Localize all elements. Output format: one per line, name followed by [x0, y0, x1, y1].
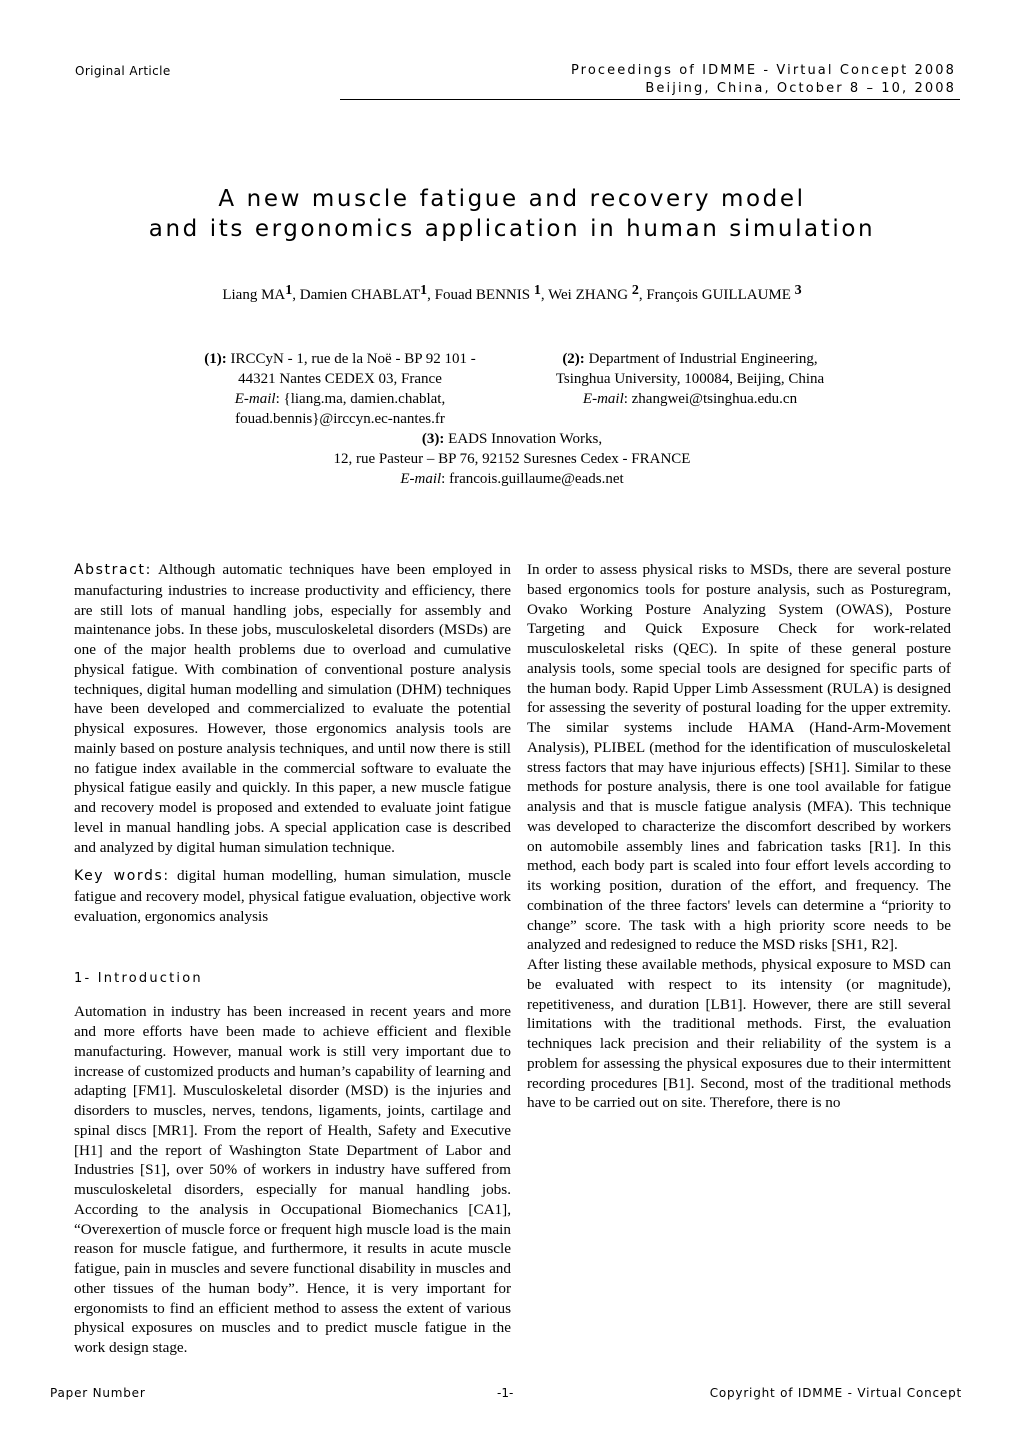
author-list: [0, 283, 1024, 304]
author-affiliation-mark: 1: [420, 283, 428, 298]
author-name: François GUILLAUME: [646, 287, 795, 303]
author-name: Liang MA: [222, 287, 286, 303]
footer-copyright: Copyright of IDMME - Virtual Concept: [709, 1386, 962, 1400]
affiliation-label: (3):: [421, 431, 445, 447]
header-location-date: Beijing, China, October 8 – 10, 2008: [645, 81, 956, 96]
affiliation-address: 12, rue Pasteur – BP 76, 92152 Suresnes Cedex - FRANCE: [333, 451, 691, 467]
intro-paragraph-1: Automation in industry has been increased in recent years and more and more efforts have been made to achieve efficient and flexible manufacturing. However, manual work is still very important due to increase of customized products and human’s capability of learning and adapting [FM1]. Musculoskeletal disorder (MSD) is the injuries and disorders to muscles, nerves, tendons, ligaments, joints, cartilage and spinal discs [MR1]. From the report of Health, Safety and Executive [H1] and the report of Washington State Department of Labor and Industries [S1], over 50% of workers in industry have suffered from musculoskeletal disorders, especially for manual handling jobs. According to the analysis in Occupational Biomechanics [CA1], “Overexertion of muscle force or frequent high muscle load is the main reason for muscle fatigue, and furthermore, it results in acute muscle fatigue, pain in muscles and severe functional disability in muscles and other tissues of the human body”. Hence, it is very important for ergonomists to find an efficient method to assess the extent of various physical exposures on muscles and to predict muscle fatigue in the work design stage.: [74, 1003, 511, 1356]
title-line-1: A new muscle fatigue and recovery model: [218, 186, 806, 212]
right-column: [527, 560, 951, 1113]
affiliation-2: [530, 349, 850, 409]
author-affiliation-mark: 1: [533, 283, 541, 298]
email-label: E-mail: [400, 471, 442, 487]
header-proceedings: [571, 62, 956, 98]
intro-paragraph-2: In order to assess physical risks to MSDs, there are several posture based ergonomics tools for posture analysis, such as Posturegram, Ovako Working Posture Analyzing System (OWAS), Posture Targeting and Quick Exposure Check for work-related musculoskeletal risks (QEC). In spite of these general posture analysis tools, some special tools are designed for specific parts of the human body. Rapid Upper Limb Assessment (RULA) is designed for assessing the severity of postural loading for the upper extremity. The similar systems include HAMA (Hand-Arm-Movement Analysis), PLIBEL (method for the identification of musculoskeletal stress factors that may have injurious effects) [SH1]. Similar to these methods for posture analysis, there is one tool available for fatigue analysis and that is muscle fatigue analysis (MFA). This technique was developed to characterize the discomfort described by workers on automobile assembly lines and fabrication tasks [R1]. In this method, each body part is scaled into four effort levels according to its working position, duration of the effort, and frequency. The combination of the three factors' levels can determine a “priority to change” score. The task with a high priority score needs to be analyzed and redesigned to reduce the MSD risks [SH1, R2].: [527, 561, 951, 954]
author-affiliation-mark: 2: [631, 283, 639, 298]
author-name: Fouad BENNIS: [434, 287, 534, 303]
affiliation-1: [180, 349, 500, 429]
abstract: [74, 560, 511, 857]
affiliation-address: Department of Industrial Engineering,: [584, 351, 818, 367]
author-affiliation-mark: 1: [285, 283, 293, 298]
author-name: Wei ZHANG: [548, 287, 632, 303]
author-separator: ,: [427, 287, 435, 303]
affiliation-email: : zhangwei@tsinghua.edu.cn: [623, 391, 798, 407]
author-separator: ,: [638, 287, 647, 303]
email-label: E-mail: [582, 391, 624, 407]
abstract-text: Although automatic techniques have been employed in manufacturing industries to increase productivity and efficiency, there are still lots of manual handling jobs, especially for assembly and maintenance jobs. In these jobs, musculoskeletal disorders (MSDs) are one of the major health problems due to overload and cumulative physical fatigue. With combination of conventional posture analysis techniques, digital human modelling and simulation (DHM) techniques have been developed and commercialized to evaluate the potential physical exposures. However, those ergonomics analysis tools are mainly based on posture analysis techniques, and until now there is still no fatigue index available in the commercial software to evaluate the physical fatigue easily and quickly. In this paper, a new muscle fatigue and recovery model is proposed and extended to evaluate joint fatigue level in manual handling jobs. A special application case is described and analyzed by digital human simulation technique.: [74, 561, 511, 856]
author-affiliation-mark: 3: [794, 283, 802, 298]
footer-paper-number: Paper Number: [50, 1386, 146, 1400]
affiliation-email: : {liang.ma, damien.chablat,: [275, 391, 446, 407]
author-name: Damien CHABLAT: [299, 287, 421, 303]
affiliation-email: : francois.guillaume@eads.net: [441, 471, 624, 487]
affiliation-label: (1):: [204, 351, 227, 367]
affiliation-label: (2):: [562, 351, 585, 367]
title-line-2: and its ergonomics application in human simulation: [148, 216, 876, 242]
intro-paragraph-3: After listing these available methods, physical exposure to MSD can be evaluated with respect to its intensity (or magnitude), repetitiveness, and duration [LB1]. However, there are still several limitations with the traditional methods. First, the evaluation techniques lack precision and their reliability of the system is a problem for assessing the physical exposures due to their intermittent recording procedures [B1]. Second, most of the traditional methods have to be carried out on site. Therefore, there is no: [527, 956, 951, 1112]
affiliation-3: [0, 429, 1024, 489]
abstract-label: Abstract:: [74, 562, 152, 578]
header-rule: [340, 99, 960, 100]
affiliation-email: fouad.bennis}@irccyn.ec-nantes.fr: [235, 411, 445, 427]
email-label: E-mail: [234, 391, 276, 407]
affiliation-address: EADS Innovation Works,: [444, 431, 603, 447]
author-separator: ,: [292, 287, 300, 303]
paper-title: [0, 184, 1024, 244]
footer-page-number: -1-: [497, 1386, 514, 1400]
header-article-type: Original Article: [75, 64, 171, 78]
header-conference: Proceedings of IDMME - Virtual Concept 2008: [570, 63, 956, 78]
keywords: [74, 866, 511, 926]
keywords-label: Key words:: [74, 868, 170, 885]
author-separator: ,: [540, 287, 549, 303]
left-column: [74, 560, 511, 1358]
affiliation-address: IRCCyN - 1, rue de la Noë - BP 92 101 -: [226, 351, 476, 367]
section-heading-introduction: 1- Introduction: [74, 970, 203, 986]
affiliation-address: 44321 Nantes CEDEX 03, France: [238, 371, 442, 387]
keywords-text: digital human modelling, human simulation, muscle fatigue and recovery model, physical fatigue evaluation, objective work evaluation, ergonomics analysis: [74, 867, 511, 925]
affiliation-address: Tsinghua University, 100084, Beijing, China: [555, 371, 825, 387]
